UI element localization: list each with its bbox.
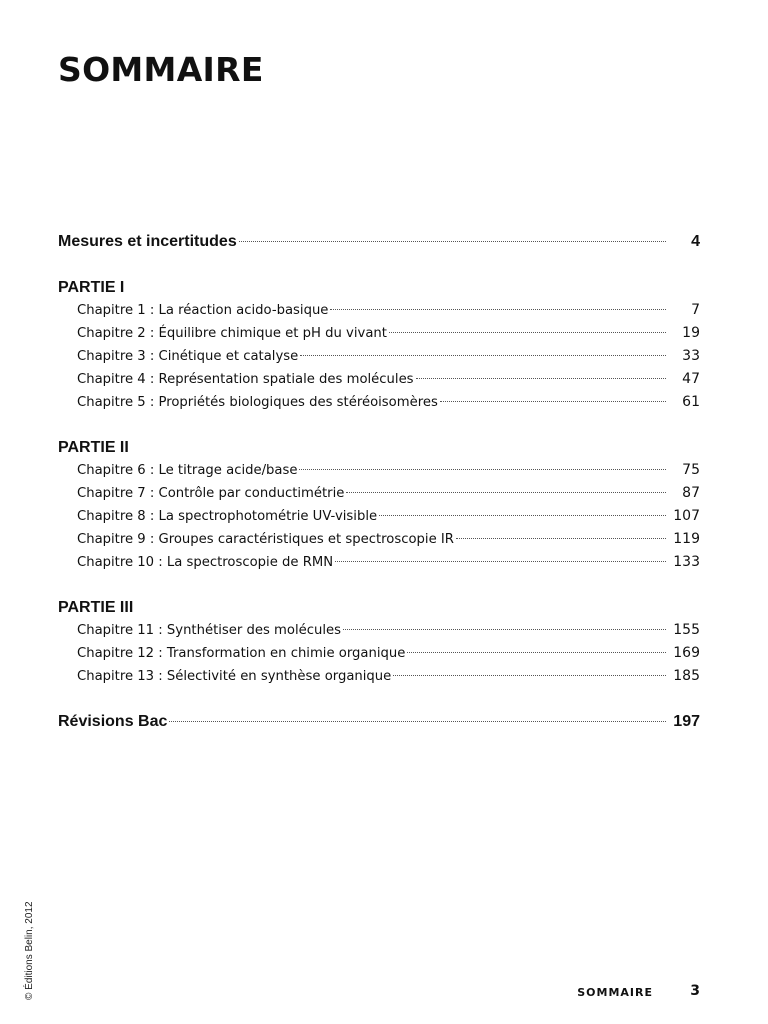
toc-entry-label: Chapitre 1 : La réaction acido-basique bbox=[77, 303, 329, 318]
footer-section-label: SOMMAIRE bbox=[577, 986, 653, 999]
toc-entry-page: 47 bbox=[682, 371, 700, 387]
toc-entry-chapter-12[interactable] bbox=[58, 642, 700, 665]
toc-entry-label: Chapitre 8 : La spectrophotométrie UV-visible bbox=[77, 509, 378, 524]
dot-leader bbox=[416, 378, 666, 379]
toc-entry-label: Révisions Bac bbox=[58, 713, 168, 730]
toc-entry-chapter-11[interactable] bbox=[58, 619, 700, 642]
toc-part-3 bbox=[58, 596, 700, 688]
toc-entry-label: Chapitre 7 : Contrôle par conductimétrie bbox=[77, 486, 345, 501]
toc-entry-page: 75 bbox=[682, 462, 700, 478]
dot-leader bbox=[379, 515, 666, 516]
toc-part-1 bbox=[58, 276, 700, 414]
toc-entry-page: 155 bbox=[673, 622, 700, 638]
toc-entry-chapter-8[interactable] bbox=[58, 505, 700, 528]
footer-page-number: 3 bbox=[690, 983, 700, 999]
toc-entry-revisions-bac[interactable] bbox=[58, 710, 700, 733]
toc-entry-page: 185 bbox=[673, 668, 700, 684]
toc-entry-chapter-1[interactable] bbox=[58, 299, 700, 322]
dot-leader bbox=[440, 401, 666, 402]
toc-entry-page: 133 bbox=[673, 554, 700, 570]
toc-final bbox=[58, 710, 700, 733]
toc-entry-label: Chapitre 2 : Équilibre chimique et pH du vivant bbox=[77, 326, 387, 341]
toc-entry-page: 4 bbox=[691, 233, 700, 250]
dot-leader bbox=[300, 355, 666, 356]
toc-part-2 bbox=[58, 436, 700, 574]
toc-entry-chapter-10[interactable] bbox=[58, 551, 700, 574]
toc-entry-label: Chapitre 11 : Synthétiser des molécules bbox=[77, 623, 342, 638]
toc-entry-page: 197 bbox=[673, 713, 700, 730]
part-heading: PARTIE I bbox=[58, 279, 125, 296]
dot-leader bbox=[335, 561, 666, 562]
toc-entry-label: Chapitre 13 : Sélectivité en synthèse organique bbox=[77, 669, 392, 684]
toc-entry-label: Chapitre 3 : Cinétique et catalyse bbox=[77, 349, 299, 364]
part-heading: PARTIE II bbox=[58, 439, 129, 456]
toc-entry-chapter-9[interactable] bbox=[58, 528, 700, 551]
toc-entry-label: Chapitre 6 : Le titrage acide/base bbox=[77, 463, 298, 478]
toc-entry-mesures[interactable] bbox=[58, 230, 700, 253]
toc-entry-page: 61 bbox=[682, 394, 700, 410]
toc-entry-page: 119 bbox=[673, 531, 700, 547]
dot-leader bbox=[456, 538, 666, 539]
copyright-notice: © Éditions Belin, 2012 bbox=[24, 901, 35, 1000]
dot-leader bbox=[169, 721, 666, 722]
toc-entry-chapter-2[interactable] bbox=[58, 322, 700, 345]
dot-leader bbox=[299, 469, 666, 470]
part-heading: PARTIE III bbox=[58, 599, 134, 616]
toc-entry-label: Chapitre 5 : Propriétés biologiques des stéréoisomères bbox=[77, 395, 438, 410]
toc-entry-page: 33 bbox=[682, 348, 700, 364]
toc-entry-label: Chapitre 10 : La spectroscopie de RMN bbox=[77, 555, 334, 570]
toc-entry-label: Mesures et incertitudes bbox=[58, 233, 237, 250]
dot-leader bbox=[239, 241, 666, 242]
dot-leader bbox=[389, 332, 666, 333]
toc-entry-label: Chapitre 12 : Transformation en chimie organique bbox=[77, 646, 406, 661]
toc-entry-page: 19 bbox=[682, 325, 700, 341]
toc-entry-chapter-3[interactable] bbox=[58, 345, 700, 368]
toc-entry-chapter-7[interactable] bbox=[58, 482, 700, 505]
toc-entry-page: 7 bbox=[691, 302, 700, 318]
toc-entry-chapter-4[interactable] bbox=[58, 368, 700, 391]
toc-entry-chapter-5[interactable] bbox=[58, 391, 700, 414]
dot-leader bbox=[393, 675, 666, 676]
toc-entry-page: 169 bbox=[673, 645, 700, 661]
toc-entry-chapter-13[interactable] bbox=[58, 665, 700, 688]
toc-entry-page: 87 bbox=[682, 485, 700, 501]
dot-leader bbox=[407, 652, 666, 653]
dot-leader bbox=[330, 309, 666, 310]
dot-leader bbox=[346, 492, 666, 493]
toc-entry-label: Chapitre 9 : Groupes caractéristiques et spectroscopie IR bbox=[77, 532, 454, 547]
toc-entry-label: Chapitre 4 : Représentation spatiale des molécules bbox=[77, 372, 414, 387]
toc-entry-page: 107 bbox=[673, 508, 700, 524]
page-title: SOMMAIRE bbox=[58, 50, 264, 89]
toc-intro bbox=[58, 230, 700, 253]
dot-leader bbox=[343, 629, 666, 630]
toc-entry-chapter-6[interactable] bbox=[58, 459, 700, 482]
